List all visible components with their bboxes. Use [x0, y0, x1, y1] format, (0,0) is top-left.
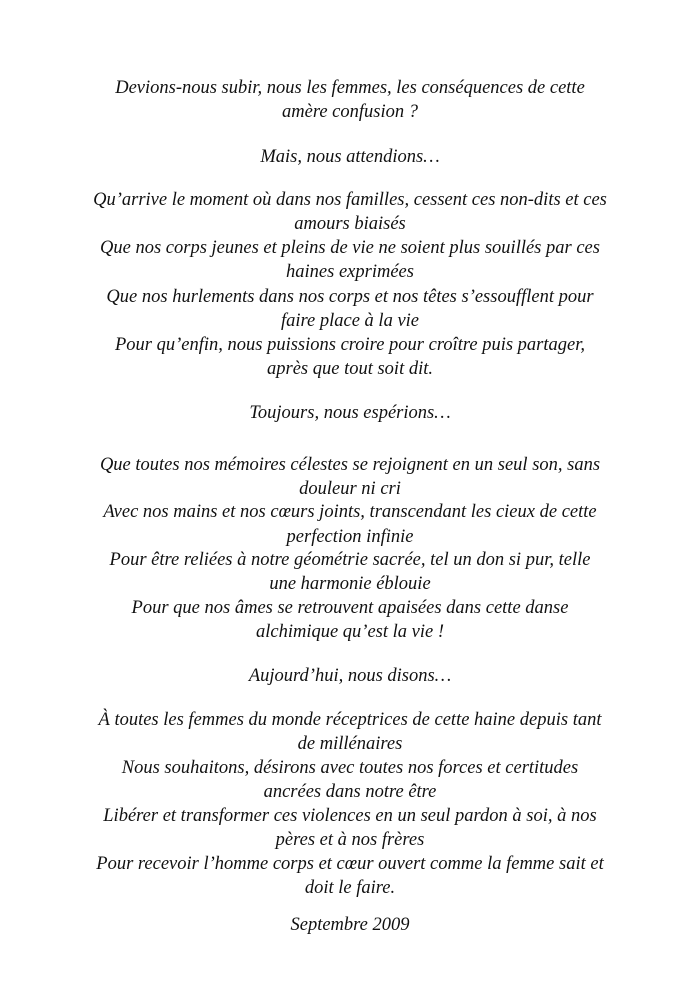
verse-line: Libérer et transformer ces violences en un seul pardon à soi, à nos — [103, 806, 597, 826]
verse-line: alchimique qu’est la vie ! — [255, 622, 445, 642]
verse-line: Avec nos mains et nos cœurs joints, transcendant les cieux de cette — [103, 502, 597, 522]
verse-line: Que toutes nos mémoires célestes se rejoignent en un seul son, sans — [99, 455, 601, 475]
verse-line: ancrées dans notre être — [263, 782, 437, 802]
verse-line: amours biaisés — [294, 214, 406, 234]
verse-line: une harmonie éblouie — [269, 574, 431, 594]
verse-line: Pour recevoir l’homme corps et cœur ouvert comme la femme sait et — [96, 854, 604, 874]
verse-line: faire place à la vie — [280, 311, 420, 331]
verse-line: Nous souhaitons, désirons avec toutes nos forces et certitudes — [121, 758, 579, 778]
section-heading: Aujourd’hui, nous disons… — [248, 666, 452, 686]
verse-line: de millénaires — [297, 734, 403, 754]
verse-line: doit le faire. — [304, 878, 396, 898]
verse-line: Pour être reliées à notre géométrie sacrée, tel un don si pur, telle — [109, 550, 591, 570]
verse-line: douleur ni cri — [299, 479, 401, 499]
document-date: Septembre 2009 — [290, 915, 410, 935]
verse-line: Qu’arrive le moment où dans nos familles, cessent ces non-dits et ces — [93, 190, 607, 210]
section-heading: Mais, nous attendions… — [260, 147, 440, 167]
verse-line: après que tout soit dit. — [267, 359, 433, 379]
verse-line: perfection infinie — [286, 527, 414, 547]
verse-line: pères et à nos frères — [275, 830, 425, 850]
verse-line: Pour que nos âmes se retrouvent apaisées dans cette danse — [131, 598, 569, 618]
verse-line: Que nos corps jeunes et pleins de vie ne soient plus souillés par ces — [100, 238, 600, 258]
verse-line: À toutes les femmes du monde réceptrices de cette haine depuis tant — [98, 710, 602, 730]
opening-line: Devions-nous subir, nous les femmes, les conséquences de cette — [115, 78, 585, 98]
opening-line: amère confusion ? — [282, 102, 418, 122]
verse-line: Pour qu’enfin, nous puissions croire pour croître puis partager, — [114, 335, 586, 355]
section-heading: Toujours, nous espérions… — [249, 403, 451, 423]
verse-line: Que nos hurlements dans nos corps et nos têtes s’essoufflent pour — [106, 287, 594, 307]
verse-line: haines exprimées — [286, 262, 414, 282]
